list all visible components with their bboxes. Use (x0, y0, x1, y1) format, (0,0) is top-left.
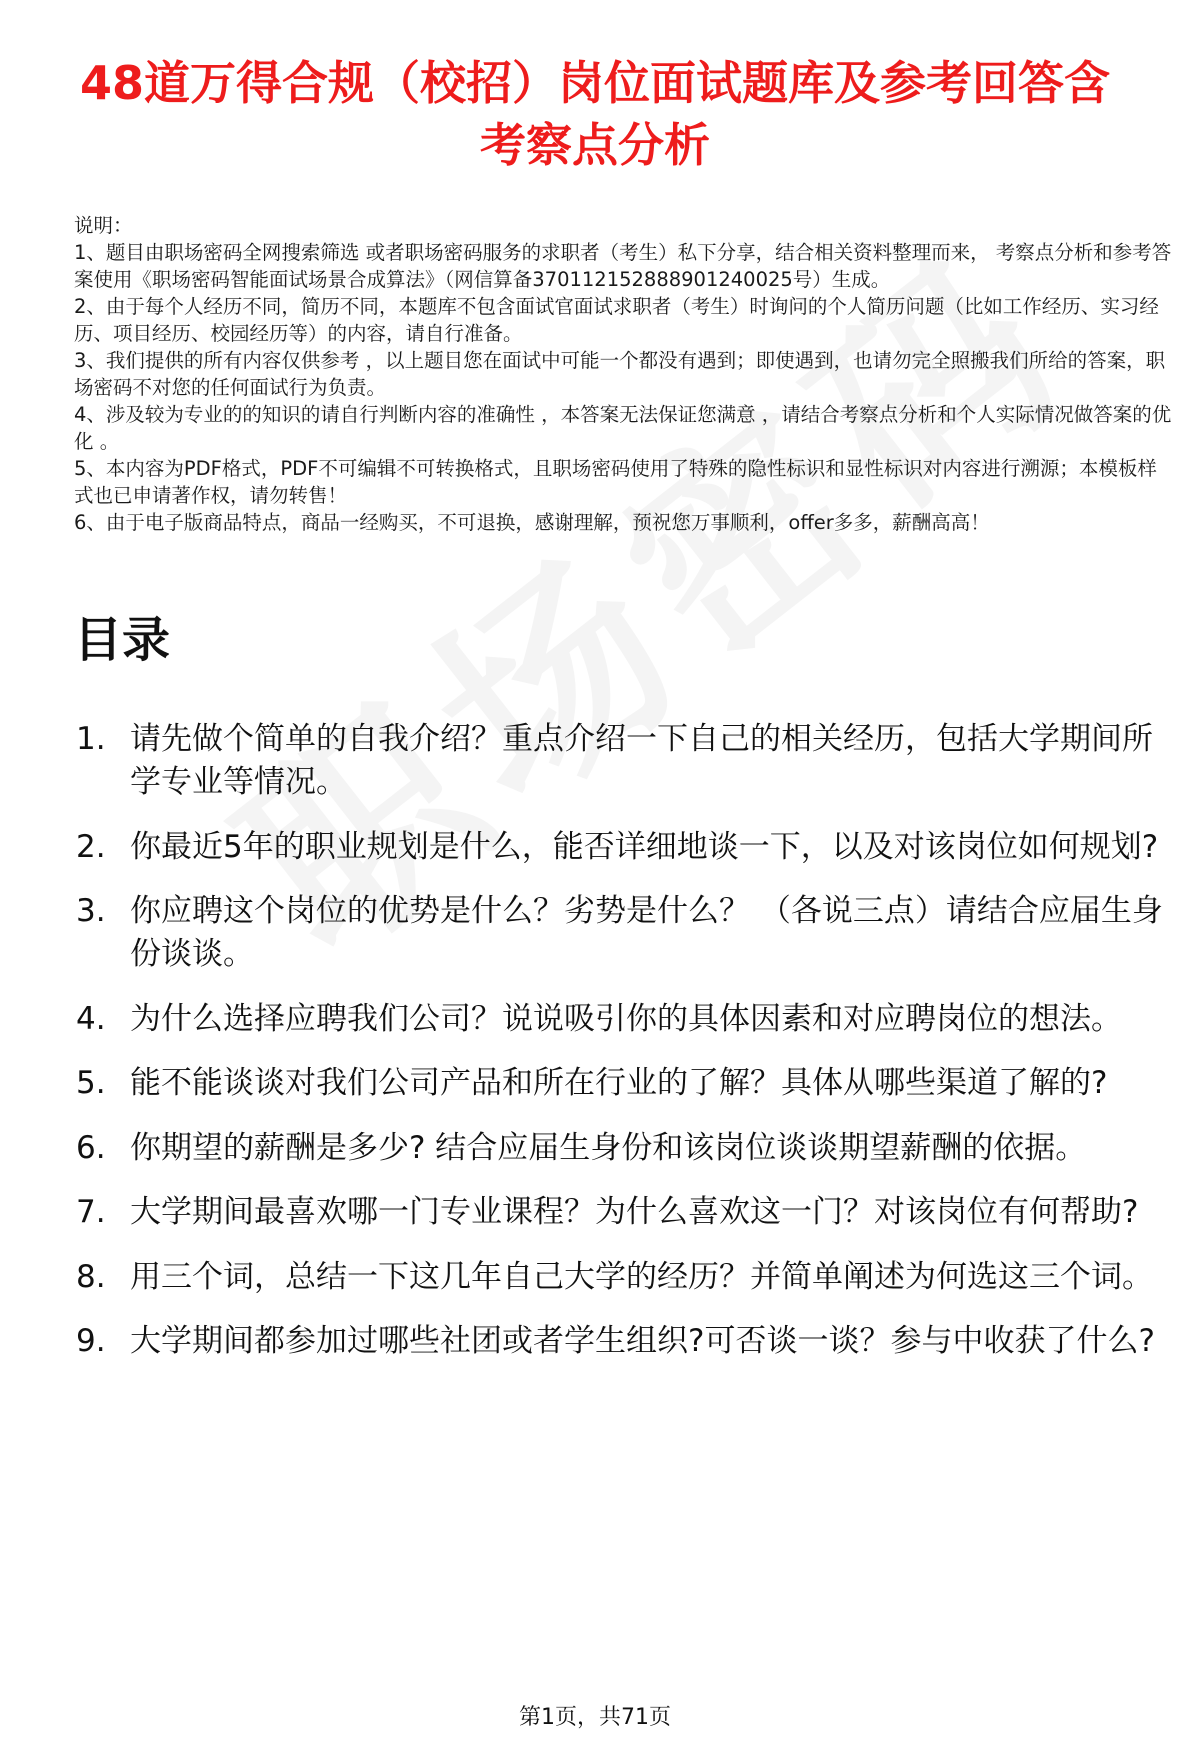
toc-item-text: 请先做个简单的自我介绍？重点介绍一下自己的相关经历，包括大学期间所学专业等情况。 (130, 721, 1153, 800)
toc-item[interactable] (74, 998, 1174, 1041)
toc-item-number: 9. (76, 1323, 106, 1359)
page-footer: 第1页，共71页 (519, 1705, 671, 1730)
toc-item[interactable] (74, 718, 1174, 804)
toc-item[interactable] (74, 1127, 1174, 1170)
toc-item-text: 你应聘这个岗位的优势是什么？劣势是什么？ （各说三点）请结合应届生身份谈谈。 (130, 893, 1163, 972)
notes-section (74, 212, 1174, 536)
toc-item[interactable] (74, 826, 1174, 869)
toc-item-number: 2. (76, 828, 106, 865)
toc-item[interactable] (74, 890, 1174, 976)
toc-item-number: 8. (76, 1258, 106, 1295)
toc-item[interactable] (74, 1320, 1174, 1363)
note-item: 3、我们提供的所有内容仅供参考 ，以上题目您在面试中可能一个都没有遇到；即使遇到，也请勿完全照搬我们所给的答案，职场密码不对您的任何面试行为负责。 (74, 349, 1166, 399)
toc-list (74, 718, 1174, 1385)
toc-item-number: 1. (76, 721, 106, 757)
toc-item[interactable] (74, 1191, 1174, 1234)
toc-item-text: 能不能谈谈对我们公司产品和所在行业的了解？具体从哪些渠道了解的? (130, 1065, 1108, 1101)
note-item: 6、由于电子版商品特点，商品一经购买，不可退换，感谢理解，预祝您万事顺利，offer多多，薪酬高高！ (74, 511, 990, 534)
note-item: 2、由于每个人经历不同，简历不同，本题库不包含面试官面试求职者（考生）时询问的个人简历问题（比如工作经历、实习经历、项目经历、校园经历等）的内容，请自行准备。 (74, 295, 1159, 345)
toc-item-number: 6. (76, 1129, 106, 1166)
toc-item-number: 4. (76, 1000, 106, 1037)
toc-item-text: 大学期间最喜欢哪一门专业课程？为什么喜欢这一门？对该岗位有何帮助? (130, 1194, 1139, 1230)
toc-item-text: 你最近5年的职业规划是什么，能否详细地谈一下，以及对该岗位如何规划? (130, 828, 1159, 865)
toc-item-text: 大学期间都参加过哪些社团或者学生组织?可否谈一谈？参与中收获了什么? (130, 1323, 1155, 1359)
toc-item-number: 7. (76, 1194, 106, 1230)
notes-heading: 说明： (74, 214, 133, 237)
note-item: 4、涉及较为专业的的知识的请自行判断内容的准确性 ，本答案无法保证您满意 ，请结合考察点分析和个人实际情况做答案的优化 。 (74, 403, 1172, 453)
toc-item-text: 为什么选择应聘我们公司？说说吸引你的具体因素和对应聘岗位的想法。 (130, 1000, 1122, 1037)
page-title: 48道万得合规（校招）岗位面试题库及参考回答含考察点分析 (79, 56, 1110, 172)
toc-item[interactable] (74, 1062, 1174, 1105)
note-item: 5、本内容为PDF格式，PDF不可编辑不可转换格式，且职场密码使用了特殊的隐性标识和显性标识对内容进行溯源；本模板样式也已申请著作权，请勿转售！ (74, 457, 1157, 507)
toc-heading: 目录 (74, 612, 171, 668)
toc-item[interactable] (74, 1256, 1174, 1299)
toc-item-text: 用三个词，总结一下这几年自己大学的经历？并简单阐述为何选这三个词。 (130, 1258, 1153, 1295)
note-item: 1、题目由职场密码全网搜索筛选 或者职场密码服务的求职者（考生）私下分享，结合相关资料整理而来， 考察点分析和参考答案使用《职场密码智能面试场景合成算法》（网信算备370112152888901240025号）生成。 (74, 241, 1172, 291)
toc-item-number: 5. (76, 1065, 106, 1101)
toc-item-number: 3. (76, 893, 106, 929)
toc-item-text: 你期望的薪酬是多少? 结合应届生身份和该岗位谈谈期望薪酬的依据。 (130, 1129, 1087, 1166)
